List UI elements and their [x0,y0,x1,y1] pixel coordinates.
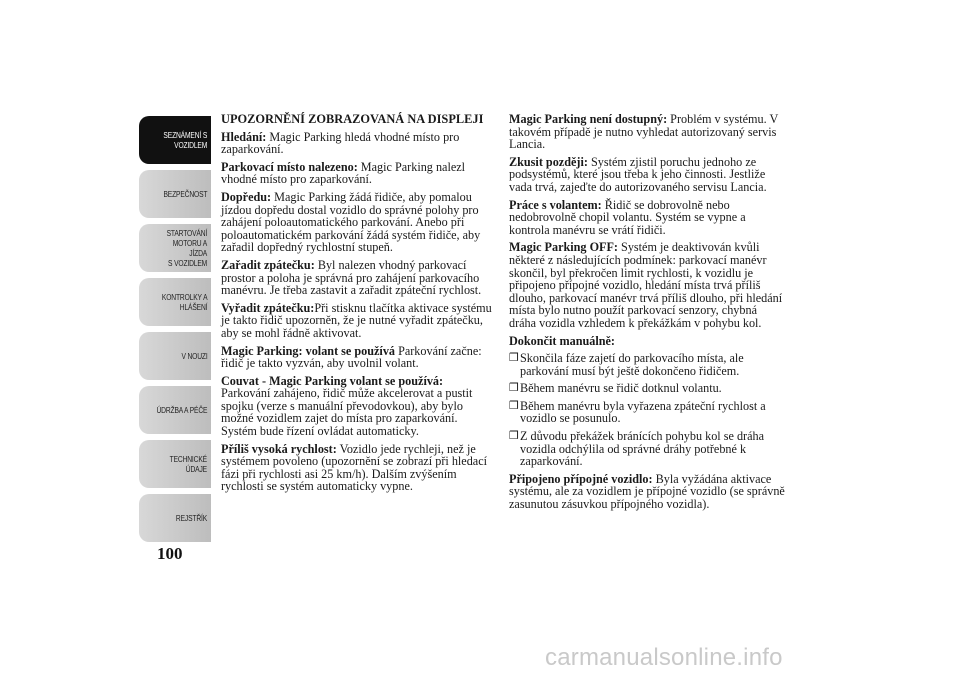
bullet-text: Skončila fáze zajetí do parkovacího místa, ale parkování musí být ještě dokončeno řidičem. [520,351,744,378]
message-term: Hledání: [221,129,267,144]
message-text: Vozidlo jede rychleji, než je systémem povoleno (upozornění se zobrazí při hledací fázi při rychlosti asi 25 km/h). Dalším zvýšením rychlosti se systém automaticky vypne. [221,441,488,494]
message-term: Parkovací místo nalezeno: [221,159,358,174]
message-term: Příliš vysoká rychlost: [221,441,337,456]
bullet-item [509,430,785,468]
message-entry [221,375,493,438]
bullet-item [509,352,785,377]
message-text: Parkování začne: řidič je takto vyzván, aby uvolnil volant. [221,343,482,371]
tab-label: KONTROLKY A HLÁŠENÍ [161,292,208,312]
message-text: Při stisknu tlačítka aktivace systému je takto řidič upozorněn, že je nutné vyřadit zpátečku, aby se mohl řádně aktivovat. [221,300,492,340]
tab-label: BEZPEČNOST [163,189,208,199]
message-term: Magic Parking OFF: [509,240,618,255]
message-text: Systém je deaktivován kvůli některé z následujících podmínek: parkovací manévr skončil, byl překročen limit rychlosti, k vozidlu je připojeno přípojné vozidlo, hledání místa trvá příliš dlouho, parkovací manévr trvá příliš dlouho, při hledání místa bylo nutno použít parkovací senzory, chybná dráha vozidla vzhledem k překážkám v pohybu kol. [509,240,783,330]
tab-udrzba[interactable] [139,386,211,434]
tab-label: STARTOVÁNÍ MOTORU A JÍZDA S VOZIDLEM [166,228,208,268]
section-tabs [139,116,211,548]
message-entry [509,473,785,511]
message-text: Parkování zahájeno, řidič může akcelerovat a pustit spojku (verze s manuální převodovkou), aby bylo možné vozidlem zajet do místa pro zaparkování. Systém bude řízení ovládat automaticky. [221,386,473,439]
tab-technicke-udaje[interactable] [139,440,211,488]
tab-v-nouzi[interactable] [139,332,211,380]
tab-bezpecnost[interactable] [139,170,211,218]
tab-label: ÚDRŽBA A PÉČE [156,405,208,415]
message-text: Problém v systému. V takovém případě je nutno vyhledat autorizovaný servis Lancia. [509,112,779,152]
bullet-item [509,400,785,425]
tab-label: SEZNÁMENÍ S VOZIDLEM [163,130,208,150]
tab-kontrolky[interactable] [139,278,211,326]
message-text: Magic Parking žádá řidiče, aby pomalou jízdou dopředu dostal vozidlo do správné polohy pro zahájení poloautomatického parkování. Anebo při poloautomatickém parkování žádá systém řidiče, aby zařadil dopředný rychlostní stupeň. [221,189,481,255]
message-text: Magic Parking nalezl vhodné místo pro zaparkování. [221,159,466,187]
message-entry [221,302,493,340]
message-term: Dopředu: [221,189,272,204]
bullet-text: Z důvodu překážek bránících pohybu kol se dráha vozidla odchýlila od správné dráhy potřebné k zaparkování. [520,429,765,469]
message-entry [509,241,785,329]
left-column [221,113,493,498]
message-entry [509,335,785,348]
tab-seznameni-s-vozidlem[interactable] [139,116,211,164]
bullet-text: Během manévru se řidič dotknul volantu. [520,381,722,396]
message-entry [221,259,493,297]
message-text: Byl nalezen vhodný parkovací prostor a poloha je správná pro zahájení parkovacího manévru. Je třeba zastavit a zařadit zpáteční rychlost. [221,257,482,298]
message-text: Systém zjistil poruchu jednoho ze podsystémů, které jsou třeba k jeho činnosti. Jestliže vada trvá, zajeďte do autorizovaného servisu Lancia. [509,154,767,194]
message-entry [221,345,493,370]
tab-label: REJSTŘÍK [175,513,208,523]
message-term: Dokončit manuálně: [509,333,615,348]
message-term: Práce s volantem: [509,197,602,212]
section-heading: UPOZORNĚNÍ ZOBRAZOVANÁ NA DISPLEJI [221,112,484,126]
bullet-text: Během manévru byla vyřazena zpáteční rychlost a vozidlo se posunulo. [520,398,766,426]
page-number: 100 [157,544,183,563]
right-column [509,113,785,516]
message-term: Couvat - Magic Parking volant se používá: [221,373,444,388]
message-entry [509,199,785,237]
message-entry [221,191,493,254]
message-entry [221,131,493,156]
bullet-item [509,382,785,395]
message-text: Řidič se dobrovolně nebo nedobrovolně chopil volantu. Systém se vypne a kontrola manévru se vrátí řidiči. [509,197,746,237]
message-term: Magic Parking není dostupný: [509,112,668,126]
tab-label: TECHNICKÉ ÚDAJE [169,454,208,474]
checkbox-bullet-icon: ❒ [509,398,519,412]
message-entry [509,113,785,151]
message-entry [509,156,785,194]
message-term: Zkusit později: [509,154,588,169]
checkbox-bullet-icon: ❒ [509,381,519,395]
message-term: Vyřadit zpátečku: [221,300,315,315]
watermark: carmanualsonline.info [545,644,783,671]
checkbox-bullet-icon: ❒ [509,351,519,365]
tab-rejstrik[interactable] [139,494,211,542]
message-entry [221,161,493,186]
checkbox-bullet-icon: ❒ [509,429,519,443]
message-term: Zařadit zpátečku: [221,257,315,272]
tab-label: V NOUZI [180,351,208,361]
message-text: Byla vyžádána aktivace systému, ale za vozidlem je přípojné vozidlo (se správně zasunutou zásuvkou přípojného vozidla). [509,471,785,512]
message-term: Připojeno přípojné vozidlo: [509,471,653,486]
message-term: Magic Parking: volant se používá [221,343,396,358]
tab-startovani[interactable] [139,224,211,272]
message-text: Magic Parking hledá vhodné místo pro zaparkování. [221,129,460,157]
message-entry [221,443,493,493]
